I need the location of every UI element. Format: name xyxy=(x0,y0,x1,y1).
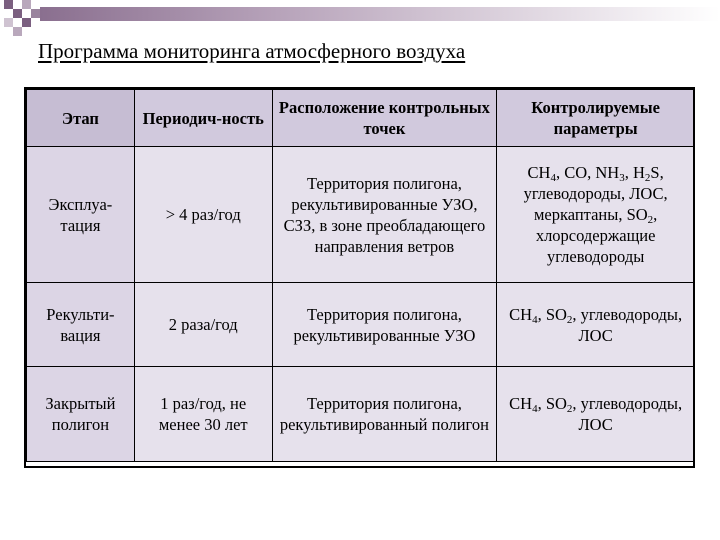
cell-params: $CH_4$, $SO_2$, углеводороды, ЛОС xyxy=(497,283,695,367)
slide-title: Программа мониторинга атмосферного воздуха xyxy=(38,39,466,63)
cell-period: 1 раз/год, не менее 30 лет xyxy=(134,367,272,462)
cell-params: $CH_4$, CO, $NH_3$, $H_2S$, углеводороды, ЛОС, меркаптаны, $SO_2$, хлорсодержащие углеводороды xyxy=(497,147,695,283)
header-location: Расположение контрольных точек xyxy=(272,90,497,147)
cell-stage: Закрытый полигон xyxy=(27,367,135,462)
cell-location: Территория полигона, рекультивированные УЗО xyxy=(272,283,497,367)
monitoring-table xyxy=(26,89,695,462)
table-header-row xyxy=(27,90,695,147)
cell-location: Территория полигона, рекультивированные УЗО, СЗЗ, в зоне преобладающего направления ветров xyxy=(272,147,497,283)
header-gradient-bar xyxy=(40,7,720,21)
table-row xyxy=(27,367,695,462)
header-stage: Этап xyxy=(27,90,135,147)
cell-location: Территория полигона, рекультивированный полигон xyxy=(272,367,497,462)
cell-params: $CH_4$, $SO_2$, углеводороды, ЛОС xyxy=(497,367,695,462)
header-period: Периодич-ность xyxy=(134,90,272,147)
cell-stage: Рекульти-вация xyxy=(27,283,135,367)
header-params: Контролируемые параметры xyxy=(497,90,695,147)
cell-stage: Эксплуа-тация xyxy=(27,147,135,283)
cell-period: > 4 раз/год xyxy=(134,147,272,283)
cell-period: 2 раза/год xyxy=(134,283,272,367)
table-row xyxy=(27,283,695,367)
table-row xyxy=(27,147,695,283)
